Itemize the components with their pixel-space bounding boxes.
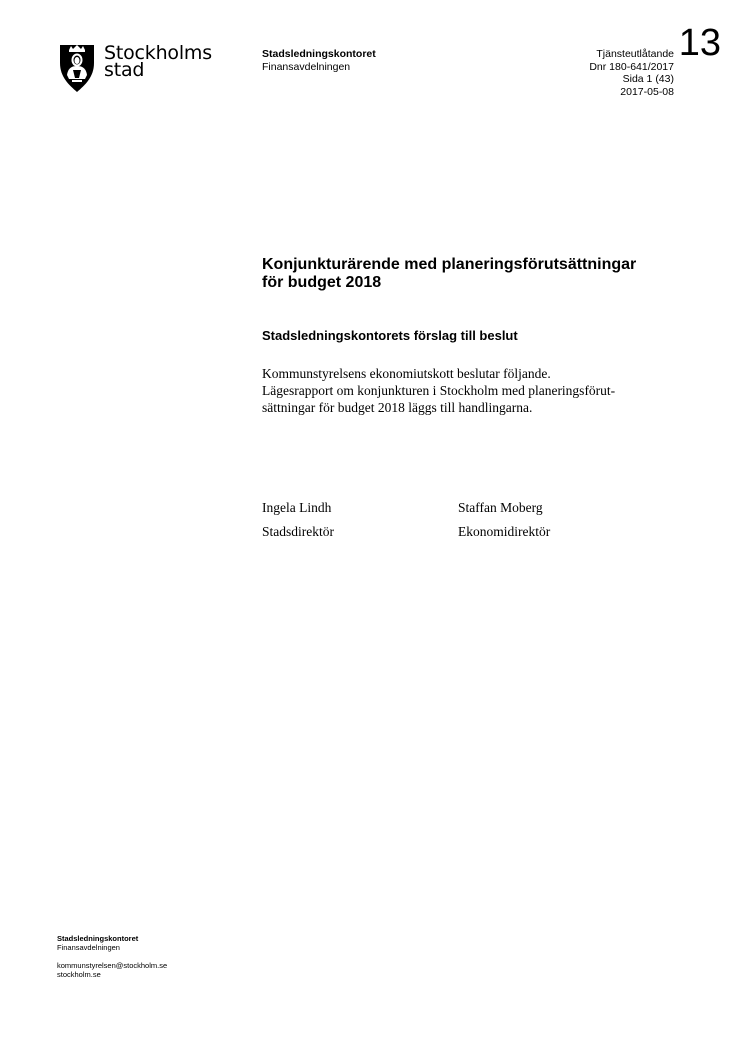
signature-role: Ekonomidirektör xyxy=(458,524,551,539)
decision-text xyxy=(262,365,682,416)
logo-line-1: Stockholms xyxy=(104,42,212,64)
stockholm-logo xyxy=(58,41,212,93)
signature-name: Staffan Moberg xyxy=(458,500,543,515)
body-line-2: Lägesrapport om konjunkturen i Stockholm med planeringsförut- xyxy=(262,383,616,398)
signature-block-2 xyxy=(458,496,550,544)
footer-org-name: Stadsledningskontoret xyxy=(57,934,139,943)
footer-email: kommunstyrelsen@stockholm.se xyxy=(57,961,168,970)
header-department: Finansavdelningen xyxy=(262,60,351,73)
document-title xyxy=(262,256,702,292)
stockholm-crest-icon xyxy=(58,41,96,93)
title-line-1: Konjunkturärende med planeringsförutsättningar xyxy=(262,256,637,273)
footer-website: stockholm.se xyxy=(57,970,101,979)
logo-line-2: stad xyxy=(104,59,145,81)
title-line-2: för budget 2018 xyxy=(262,274,382,291)
header-organization xyxy=(262,48,376,73)
doc-page: Sida 1 (43) xyxy=(622,73,674,85)
body-line-3: sättningar för budget 2018 läggs till handlingarna. xyxy=(262,400,533,415)
signature-block-1 xyxy=(262,496,334,544)
footer-department: Finansavdelningen xyxy=(57,943,120,952)
signature-role: Stadsdirektör xyxy=(262,524,334,539)
section-heading: Stadsledningskontorets förslag till beslut xyxy=(262,328,518,343)
header-org-name: Stadsledningskontoret xyxy=(262,48,376,60)
signature-name: Ingela Lindh xyxy=(262,500,332,515)
doc-date: 2017-05-08 xyxy=(620,85,674,98)
footer xyxy=(57,934,167,979)
body-line-1: Kommunstyrelsens ekonomiutskott beslutar följande. xyxy=(262,366,551,381)
page-number-large: 13 xyxy=(678,22,721,64)
doc-type: Tjänsteutlåtande xyxy=(596,48,674,60)
header-meta xyxy=(589,48,674,98)
doc-dnr: Dnr 180-641/2017 xyxy=(589,60,674,73)
